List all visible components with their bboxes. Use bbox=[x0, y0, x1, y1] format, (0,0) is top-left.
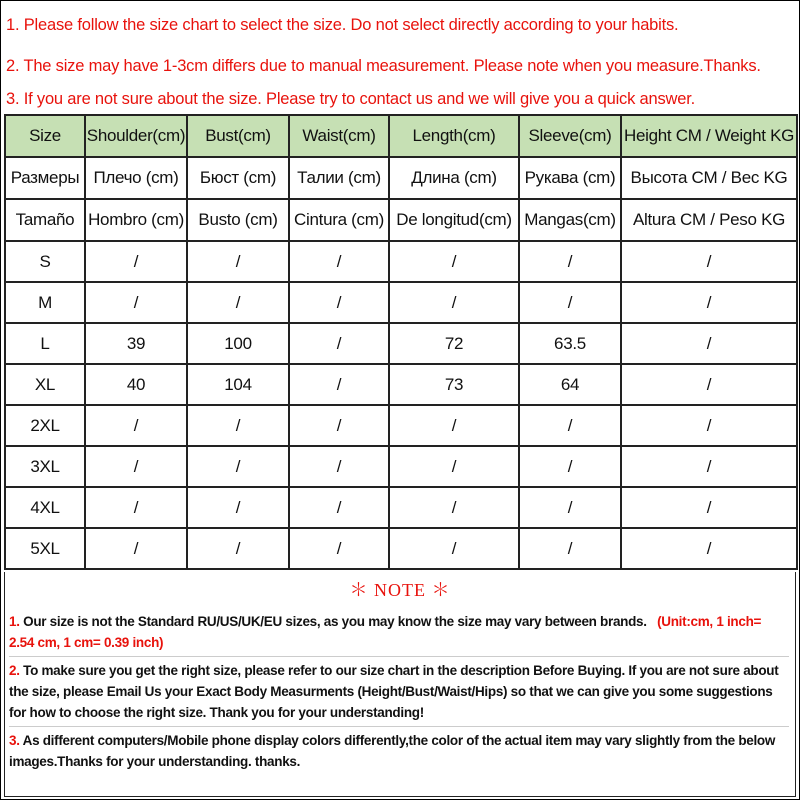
note-text: As different computers/Mobile phone display colors differently,the color of the actual item may vary slightly from the below images.Thanks for your understanding. thanks. bbox=[9, 733, 776, 769]
header-cell: Busto (cm) bbox=[187, 199, 289, 241]
top-note-2 bbox=[6, 47, 761, 85]
header-cell: Рукава (cm) bbox=[519, 157, 621, 199]
size-label-cell: 2XL bbox=[5, 405, 85, 446]
size-label-cell: 4XL bbox=[5, 487, 85, 528]
measurement-cell: 64 bbox=[519, 364, 621, 405]
header-cell: Length(cm) bbox=[389, 115, 519, 157]
note-text: . Please follow the size chart to select the size. Do not select directly according to your habits. bbox=[14, 16, 679, 34]
unit-note: (Unit:cm, 1 inch= 2.54 cm, 1 cm= 0.39 inch) bbox=[9, 614, 762, 650]
measurement-cell: / bbox=[289, 323, 389, 364]
measurement-cell: / bbox=[187, 282, 289, 323]
note-number: 2. bbox=[9, 663, 20, 678]
note-item-2 bbox=[9, 656, 789, 726]
measurement-cell: / bbox=[519, 487, 621, 528]
header-cell: Плечо (cm) bbox=[85, 157, 187, 199]
note-number: 2 bbox=[6, 57, 15, 75]
measurement-cell: / bbox=[621, 528, 797, 569]
measurement-cell: 63.5 bbox=[519, 323, 621, 364]
top-notes bbox=[0, 0, 800, 114]
measurement-cell: / bbox=[519, 241, 621, 282]
size-label-cell: 5XL bbox=[5, 528, 85, 569]
measurement-cell: / bbox=[519, 282, 621, 323]
measurement-cell: / bbox=[621, 446, 797, 487]
measurement-cell: / bbox=[389, 487, 519, 528]
measurement-cell: 72 bbox=[389, 323, 519, 364]
measurement-cell: / bbox=[289, 282, 389, 323]
header-cell: Бюст (cm) bbox=[187, 157, 289, 199]
measurement-cell: / bbox=[85, 241, 187, 282]
measurement-cell: / bbox=[389, 282, 519, 323]
measurement-cell: / bbox=[289, 446, 389, 487]
measurement-cell: / bbox=[621, 282, 797, 323]
measurement-cell: / bbox=[621, 405, 797, 446]
size-row bbox=[5, 323, 797, 364]
note-item-3 bbox=[9, 726, 789, 775]
header-row-es bbox=[5, 199, 797, 241]
note-item-1 bbox=[9, 608, 789, 656]
note-text: . If you are not sure about the size. Please try to contact us and we will give you a quick answer. bbox=[14, 90, 695, 108]
measurement-cell: / bbox=[519, 446, 621, 487]
size-label-cell: S bbox=[5, 241, 85, 282]
note-number: 1. bbox=[9, 614, 20, 629]
note-number: 1 bbox=[6, 16, 15, 34]
measurement-cell: / bbox=[289, 241, 389, 282]
size-row bbox=[5, 241, 797, 282]
measurement-cell: / bbox=[621, 241, 797, 282]
size-label-cell: L bbox=[5, 323, 85, 364]
size-row bbox=[5, 446, 797, 487]
measurement-cell: / bbox=[519, 528, 621, 569]
measurement-cell: / bbox=[389, 528, 519, 569]
measurement-cell: / bbox=[85, 487, 187, 528]
header-cell: Tamaño bbox=[5, 199, 85, 241]
measurement-cell: / bbox=[389, 405, 519, 446]
measurement-cell: / bbox=[187, 405, 289, 446]
measurement-cell: / bbox=[85, 528, 187, 569]
top-note-1 bbox=[6, 6, 678, 44]
top-note-3 bbox=[6, 82, 695, 116]
header-row-en bbox=[5, 115, 797, 157]
size-chart-table bbox=[4, 114, 798, 570]
size-label-cell: M bbox=[5, 282, 85, 323]
header-cell: Waist(cm) bbox=[289, 115, 389, 157]
measurement-cell: 73 bbox=[389, 364, 519, 405]
measurement-cell: / bbox=[85, 446, 187, 487]
measurement-cell: / bbox=[289, 487, 389, 528]
header-cell: De longitud(cm) bbox=[389, 199, 519, 241]
note-number: 3. bbox=[9, 733, 20, 748]
measurement-cell: 104 bbox=[187, 364, 289, 405]
measurement-cell: / bbox=[187, 241, 289, 282]
size-row bbox=[5, 364, 797, 405]
header-row-ru bbox=[5, 157, 797, 199]
header-cell: Hombro (cm) bbox=[85, 199, 187, 241]
note-title: ＊ NOTE ＊ bbox=[349, 580, 451, 600]
measurement-cell: / bbox=[187, 446, 289, 487]
measurement-cell: / bbox=[85, 282, 187, 323]
measurement-cell: 100 bbox=[187, 323, 289, 364]
size-label-cell: 3XL bbox=[5, 446, 85, 487]
measurement-cell: / bbox=[621, 323, 797, 364]
header-cell: Height CM / Weight KG bbox=[621, 115, 797, 157]
measurement-cell: / bbox=[389, 241, 519, 282]
measurement-cell: / bbox=[621, 487, 797, 528]
header-cell: Shoulder(cm) bbox=[85, 115, 187, 157]
header-cell: Высота CM / Вес KG bbox=[621, 157, 797, 199]
size-row bbox=[5, 528, 797, 569]
note-text: To make sure you get the right size, please refer to our size chart in the description Before Buying. If you are not sure about the size, please Email Us your Exact Body Measurments (Height/Bust/Waist/Hips) so that we can give you some suggestions for how to choose the right size. Thank you for your understanding! bbox=[9, 663, 779, 720]
header-cell: Altura CM / Peso KG bbox=[621, 199, 797, 241]
size-row bbox=[5, 405, 797, 446]
header-cell: Size bbox=[5, 115, 85, 157]
header-cell: Cintura (cm) bbox=[289, 199, 389, 241]
measurement-cell: 40 bbox=[85, 364, 187, 405]
measurement-cell: / bbox=[389, 446, 519, 487]
measurement-cell: 39 bbox=[85, 323, 187, 364]
measurement-cell: / bbox=[85, 405, 187, 446]
header-cell: Длина (cm) bbox=[389, 157, 519, 199]
measurement-cell: / bbox=[187, 528, 289, 569]
measurement-cell: / bbox=[289, 364, 389, 405]
note-number: 3 bbox=[6, 90, 15, 108]
note-text: Our size is not the Standard RU/US/UK/EU sizes, as you may know the size may vary between brands. bbox=[19, 614, 647, 629]
header-cell: Sleeve(cm) bbox=[519, 115, 621, 157]
size-row bbox=[5, 487, 797, 528]
measurement-cell: / bbox=[519, 405, 621, 446]
note-section bbox=[4, 572, 796, 797]
measurement-cell: / bbox=[289, 405, 389, 446]
header-cell: Размеры bbox=[5, 157, 85, 199]
measurement-cell: / bbox=[289, 528, 389, 569]
size-label-cell: XL bbox=[5, 364, 85, 405]
note-text: . The size may have 1-3cm differs due to manual measurement. Please note when you measure.Thanks. bbox=[14, 57, 761, 75]
header-cell: Mangas(cm) bbox=[519, 199, 621, 241]
header-cell: Bust(cm) bbox=[187, 115, 289, 157]
measurement-cell: / bbox=[187, 487, 289, 528]
header-cell: Талии (cm) bbox=[289, 157, 389, 199]
measurement-cell: / bbox=[621, 364, 797, 405]
size-row bbox=[5, 282, 797, 323]
